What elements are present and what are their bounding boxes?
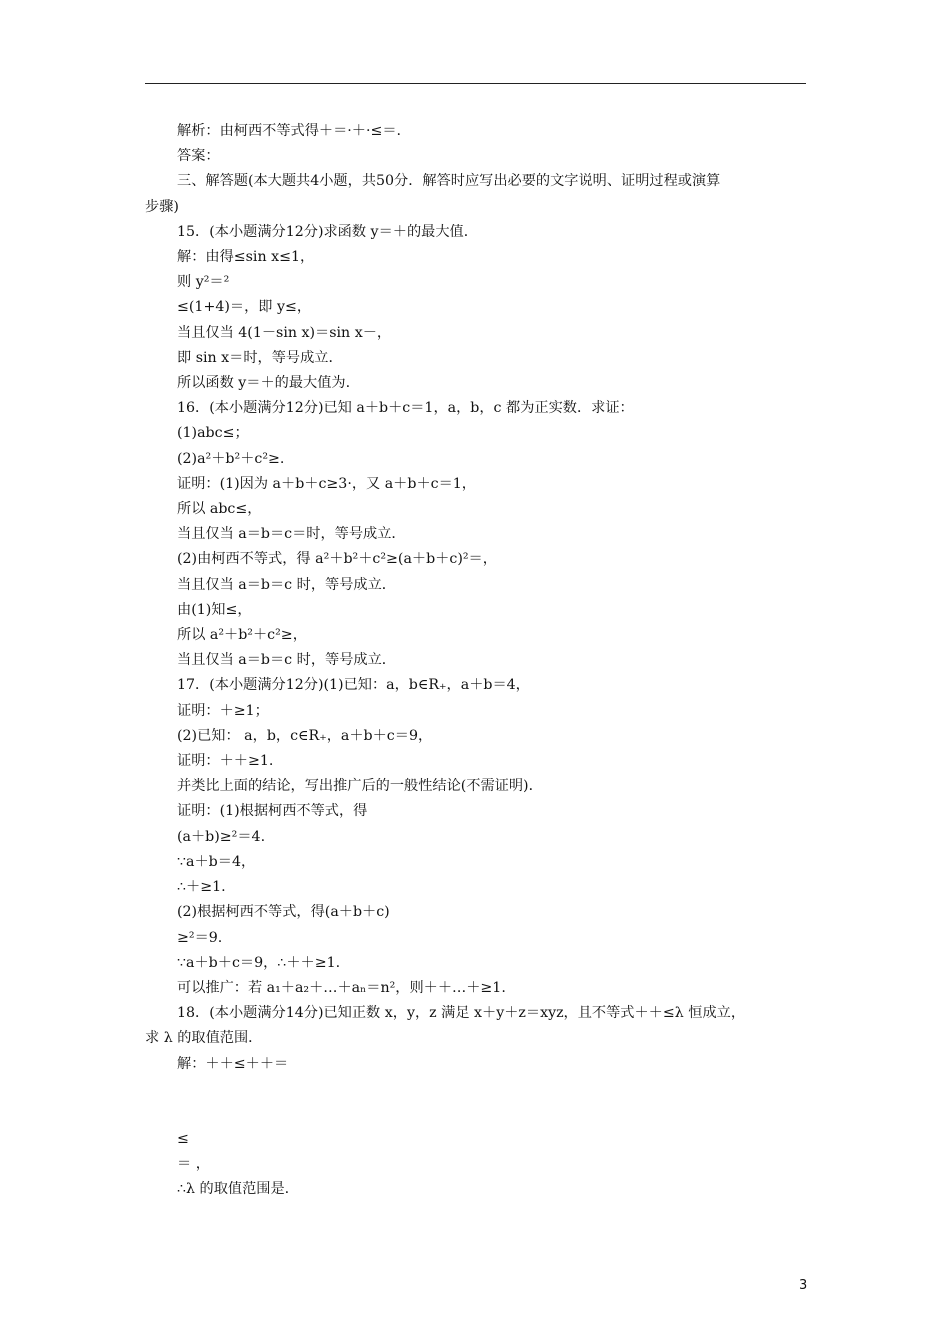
- problem-17-title: 17．(本小题满分12分)(1)已知：a，b∈R₊，a＋b＝4，: [177, 677, 530, 694]
- text-line: (2)a²＋b²＋c²≥.: [177, 450, 285, 467]
- text-line: 当且仅当 a＝b＝c 时，等号成立．: [177, 576, 396, 593]
- text-line: 证明：＋≥1；: [177, 702, 269, 719]
- text-line: 并类比上面的结论，写出推广后的一般性结论(不需证明)．: [177, 778, 543, 795]
- text-line: ∴＋≥1.: [177, 879, 226, 896]
- page-number: 3: [799, 1278, 808, 1293]
- text-line: 可以推广：若 a₁＋a₂＋…＋aₙ＝n²，则＋＋…＋≥1.: [177, 979, 506, 996]
- text-line: 由(1)知≤，: [177, 601, 252, 618]
- text-line: 解：由得≤sin x≤1，: [177, 249, 315, 266]
- text-line: 当且仅当 a＝b＝c＝时，等号成立．: [177, 526, 406, 543]
- problem-16-title: 16．(本小题满分12分)已知 a＋b＋c＝1，a，b，c 都为正实数．求证：: [177, 400, 634, 417]
- text-line: 解：＋＋≤＋＋＝: [177, 1055, 289, 1072]
- text-line: 当且仅当 a＝b＝c 时，等号成立．: [177, 652, 396, 669]
- text-line: (2)根据柯西不等式，得(a＋b＋c): [177, 904, 390, 921]
- text-line: ≤: [177, 1130, 189, 1147]
- text-line: (2)由柯西不等式，得 a²＋b²＋c²≥(a＋b＋c)²＝，: [177, 551, 497, 568]
- header-rule: [145, 83, 806, 84]
- text-line: 所以 a²＋b²＋c²≥，: [177, 627, 307, 644]
- text-line: (2)已知： a，b，c∈R₊，a＋b＋c＝9，: [177, 727, 433, 744]
- problem-15-title: 15．(本小题满分12分)求函数 y＝＋的最大值．: [177, 223, 478, 240]
- text-line: ∵a＋b＝4，: [177, 853, 256, 870]
- text-line: 解析：由柯西不等式得＋＝·＋·≤＝.: [177, 123, 402, 139]
- text-line: 答案：: [177, 148, 220, 165]
- text-line: 即 sin x＝时，等号成立．: [177, 349, 343, 366]
- text-line: 步骤): [145, 198, 179, 215]
- formula-gap: [145, 1077, 810, 1127]
- text-line: ∵a＋b＋c＝9，∴＋＋≥1.: [177, 954, 341, 971]
- text-line: ≤(1+4)＝，即 y≤，: [177, 299, 312, 316]
- text-line: (a＋b)≥²＝4.: [177, 828, 266, 845]
- text-line: ∴λ 的取值范围是.: [177, 1181, 290, 1198]
- text-line: (1)abc≤；: [177, 425, 249, 442]
- document-body: [145, 119, 810, 1202]
- text-line: 当且仅当 4(1－sin x)＝sin x－，: [177, 324, 392, 341]
- text-line: 所以 abc≤，: [177, 501, 262, 518]
- text-line: 则 y²＝²: [177, 274, 230, 291]
- problem-18-title: 18．(本小题满分14分)已知正数 x，y，z 满足 x＋y＋z＝xyz，且不等式＋＋≤λ 恒成立，: [177, 1005, 746, 1022]
- text-line: 所以函数 y＝＋的最大值为.: [177, 375, 351, 392]
- text-line: ＝ ，: [177, 1155, 210, 1172]
- text-line: 求 λ 的取值范围．: [145, 1030, 263, 1047]
- text-line: 证明：＋＋≥1.: [177, 753, 274, 770]
- text-line: 三、解答题(本大题共4小题，共50分．解答时应写出必要的文字说明、证明过程或演算: [177, 173, 721, 190]
- text-line: 证明：(1)因为 a＋b＋c≥3·，又 a＋b＋c＝1，: [177, 475, 476, 492]
- text-line: 证明：(1)根据柯西不等式，得: [177, 803, 368, 820]
- text-line: ≥²＝9.: [177, 929, 223, 946]
